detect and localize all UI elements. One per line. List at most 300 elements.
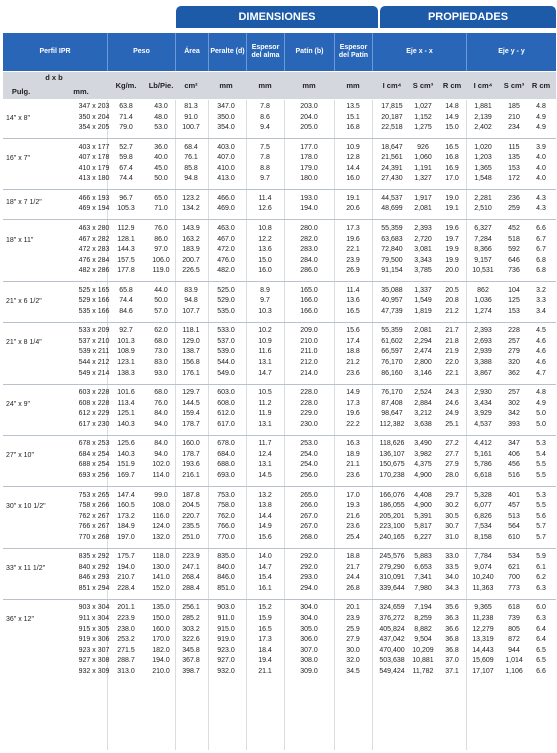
table-cell: 30.5 — [445, 512, 459, 520]
table-cell: 12.2 — [258, 235, 272, 243]
table-cell: 8,158 — [474, 533, 492, 541]
table-cell: 758.0 — [217, 502, 235, 510]
table-cell: 159.4 — [182, 410, 200, 418]
table-cell: 403.0 — [217, 143, 235, 151]
table-cell: 143.9 — [182, 224, 200, 232]
table-cell: 53.0 — [154, 124, 168, 132]
table-cell: 20.1 — [346, 604, 360, 612]
table-cell: 621 — [508, 563, 520, 571]
table-cell: 14.5 — [258, 471, 272, 479]
table-cell: 282.0 — [300, 235, 318, 243]
table-cell: 410.0 — [217, 164, 235, 172]
table-cell: 753.0 — [217, 491, 235, 499]
table-cell: 8,366 — [474, 246, 492, 254]
table-cell: 187.8 — [182, 491, 200, 499]
sub-ix: I cm⁴ — [382, 80, 402, 90]
table-cell: 98,647 — [381, 410, 403, 418]
table-cell: 10,531 — [472, 267, 494, 275]
table-cell: 693.0 — [217, 471, 235, 479]
table-cell: 29.7 — [445, 491, 459, 499]
table-cell: 347.0 — [217, 103, 235, 110]
table-cell: 410 x 179 — [78, 164, 110, 172]
table-cell: 6.3 — [536, 615, 546, 622]
col-area: Área — [175, 33, 208, 71]
table-cell: 253.2 — [117, 636, 135, 644]
table-cell: 201.1 — [117, 604, 135, 612]
table-cell: 10.9 — [258, 337, 272, 345]
table-cell: 27.2 — [445, 440, 459, 448]
table-cell: 16.8 — [346, 124, 360, 132]
table-cell: 2,474 — [414, 348, 432, 356]
table-cell: 178.7 — [182, 450, 200, 458]
table-cell: 194.0 — [117, 563, 135, 571]
table-cell: 618 — [508, 604, 520, 612]
table-cell: 59.8 — [119, 154, 133, 162]
col-eje-x: Eje x - x — [372, 33, 466, 71]
perfil-group-label: 18" x 7 1/2" — [6, 199, 42, 207]
perfil-group-label: 16" x 7" — [6, 155, 31, 163]
group-separator — [3, 219, 556, 220]
table-cell: 4.9 — [536, 113, 546, 121]
perfil-group-label: 24" x 9" — [6, 400, 31, 408]
table-cell: 94.8 — [184, 175, 198, 183]
col-eje-y: Eje y - y — [466, 33, 556, 71]
table-cell: 27.7 — [445, 450, 459, 458]
table-cell: 21.1 — [258, 667, 272, 675]
table-cell: 44.0 — [154, 286, 168, 294]
table-cell: 3,929 — [474, 410, 492, 418]
table-cell: 12.8 — [346, 154, 360, 162]
table-cell: 223.9 — [117, 615, 135, 622]
table-cell: 228.0 — [300, 399, 318, 407]
table-cell: 178.0 — [300, 154, 318, 162]
table-cell: 178.7 — [182, 420, 200, 428]
table-cell: 5,328 — [474, 491, 492, 499]
table-cell: 256.0 — [300, 471, 318, 479]
table-cell: 24.3 — [445, 389, 459, 397]
table-cell: 24.4 — [346, 574, 360, 582]
table-cell: 678 x 253 — [78, 440, 110, 448]
table-cell: 193.0 — [300, 194, 318, 202]
table-cell: 36.6 — [445, 625, 459, 633]
table-cell: 846 x 293 — [78, 574, 110, 582]
perfil-group-label: 21" x 6 1/2" — [6, 298, 42, 306]
table-cell: 86.0 — [154, 235, 168, 243]
table-cell: 170.0 — [152, 636, 170, 644]
table-cell: 160.0 — [152, 625, 170, 633]
table-cell: 927.0 — [217, 657, 235, 665]
table-cell: 4,537 — [474, 420, 492, 428]
table-cell: 72,840 — [381, 246, 403, 254]
table-cell: 306.0 — [300, 636, 318, 644]
table-cell: 21.9 — [445, 348, 459, 356]
table-cell: 564 — [508, 523, 520, 531]
table-cell: 18.4 — [258, 646, 272, 654]
table-cell: 9,074 — [474, 563, 492, 571]
table-cell: 7,534 — [474, 523, 492, 531]
table-cell: 25.1 — [445, 420, 459, 428]
table-cell: 2,720 — [414, 235, 432, 243]
table-cell: 210.7 — [117, 574, 135, 582]
table-cell: 16.5 — [258, 625, 272, 633]
table-cell: 2,402 — [474, 124, 492, 132]
table-cell: 13.8 — [258, 502, 272, 510]
table-cell: 179.0 — [300, 164, 318, 172]
table-cell: 63,683 — [381, 235, 403, 243]
table-cell: 81.3 — [184, 103, 198, 110]
table-cell: 228 — [508, 327, 520, 335]
table-cell: 539.0 — [217, 348, 235, 356]
table-cell: 3.4 — [536, 307, 546, 315]
table-cell: 15.0 — [258, 256, 272, 264]
table-cell: 230.0 — [300, 420, 318, 428]
table-cell: 9,504 — [414, 636, 432, 644]
table-cell: 100.7 — [182, 124, 200, 132]
perfil-group-label: 27" x 10" — [6, 451, 34, 459]
table-cell: 16.1 — [258, 584, 272, 592]
table-cell: 14.7 — [258, 563, 272, 571]
table-cell: 14.4 — [258, 512, 272, 520]
table-cell: 10,881 — [412, 657, 434, 665]
table-cell: 1,548 — [474, 175, 492, 183]
table-cell: 10.8 — [258, 224, 272, 232]
table-cell: 92.7 — [119, 327, 133, 335]
table-cell: 8,882 — [414, 625, 432, 633]
table-cell: 129.7 — [182, 389, 200, 397]
table-cell: 3.3 — [536, 297, 546, 305]
sub-iy: I cm⁴ — [473, 80, 493, 90]
table-cell: 684.0 — [217, 450, 235, 458]
table-cell: 456 — [508, 461, 520, 469]
table-cell: 2,930 — [474, 389, 492, 397]
table-cell: 240,165 — [379, 533, 405, 541]
table-cell: 4,412 — [474, 440, 492, 448]
table-cell: 2,939 — [474, 348, 492, 356]
table-cell: 74.4 — [119, 175, 133, 183]
table-cell: 45.0 — [154, 164, 168, 172]
table-cell: 6.1 — [536, 563, 546, 571]
table-cell: 4.0 — [536, 164, 546, 172]
table-cell: 6,618 — [474, 471, 492, 479]
table-cell: 6.4 — [536, 625, 546, 633]
table-cell: 16.9 — [445, 164, 459, 172]
table-cell: 6,227 — [414, 533, 432, 541]
table-cell: 17,815 — [381, 103, 403, 110]
table-cell: 322.6 — [182, 636, 200, 644]
column-divider — [284, 100, 285, 750]
table-cell: 407 x 178 — [78, 154, 110, 162]
dimensiones-header: DIMENSIONES — [176, 6, 378, 28]
table-cell: 14.0 — [258, 553, 272, 561]
table-cell: 3,434 — [474, 399, 492, 407]
table-cell: 129.0 — [182, 337, 200, 345]
table-cell: 10.2 — [258, 327, 272, 335]
table-cell: 18.9 — [346, 450, 360, 458]
table-cell: 307.0 — [300, 646, 318, 654]
table-cell: 303.2 — [182, 625, 200, 633]
table-cell: 166.0 — [300, 297, 318, 305]
table-cell: 144.3 — [117, 246, 135, 254]
table-cell: 1,191 — [414, 164, 432, 172]
table-cell: 4.6 — [536, 348, 546, 356]
table-cell: 268.4 — [182, 574, 200, 582]
table-cell: 3,212 — [414, 410, 432, 418]
table-cell: 123.2 — [182, 194, 200, 202]
table-cell: 84.0 — [154, 410, 168, 418]
table-cell: 65.0 — [154, 194, 168, 202]
sub-sx: S cm³ — [412, 80, 434, 90]
table-cell: 22,518 — [381, 124, 403, 132]
table-cell: 608 x 228 — [78, 399, 110, 407]
table-cell: 104 — [508, 286, 520, 294]
table-cell: 1,027 — [414, 103, 432, 110]
table-cell: 1,060 — [414, 154, 432, 162]
table-cell: 21.8 — [445, 337, 459, 345]
table-cell: 13.2 — [258, 491, 272, 499]
table-cell: 94.8 — [184, 297, 198, 305]
table-cell: 235.5 — [182, 523, 200, 531]
table-cell: 305.0 — [300, 625, 318, 633]
table-cell: 138.3 — [117, 369, 135, 377]
table-cell: 118.1 — [182, 327, 200, 335]
table-cell: 457 — [508, 502, 520, 510]
table-cell: 3,388 — [474, 359, 492, 366]
table-cell: 313.0 — [117, 667, 135, 675]
table-cell: 115 — [508, 143, 520, 151]
table-cell: 94.0 — [154, 450, 168, 458]
table-cell: 14,443 — [472, 646, 494, 654]
table-cell: 271.5 — [117, 646, 135, 654]
table-cell: 762.0 — [217, 512, 235, 520]
table-cell: 362 — [508, 369, 520, 377]
col-peso: Peso — [107, 33, 175, 71]
table-cell: 2,393 — [414, 224, 432, 232]
table-cell: 33.5 — [445, 563, 459, 571]
table-cell: 347 x 203 — [78, 103, 110, 110]
table-cell: 472 x 283 — [78, 246, 110, 254]
table-cell: 5,817 — [414, 523, 432, 531]
table-cell: 96.7 — [119, 194, 133, 202]
table-cell: 128.1 — [117, 235, 135, 243]
table-cell: 6.7 — [536, 235, 546, 243]
table-cell: 476.0 — [217, 256, 235, 264]
table-cell: 5,161 — [474, 450, 492, 458]
table-cell: 183.9 — [182, 246, 200, 254]
table-cell: 20,187 — [381, 113, 403, 121]
table-cell: 4.7 — [536, 369, 546, 377]
table-cell: 15,609 — [472, 657, 494, 665]
table-cell: 7,980 — [414, 584, 432, 592]
table-cell: 1,549 — [414, 297, 432, 305]
table-cell: 101.3 — [117, 337, 135, 345]
table-cell: 112.9 — [117, 224, 135, 232]
table-cell: 19.1 — [346, 194, 360, 202]
table-cell: 286.0 — [300, 267, 318, 275]
table-cell: 116.0 — [152, 512, 170, 520]
table-cell: 40,957 — [381, 297, 403, 305]
table-cell: 257 — [508, 389, 520, 397]
group-separator — [3, 486, 556, 487]
table-cell: 85.8 — [184, 164, 198, 172]
table-cell: 113.4 — [117, 399, 135, 407]
table-cell: 469.0 — [217, 205, 235, 213]
table-cell: 107.7 — [182, 307, 200, 315]
perfil-group-label: 14" x 8" — [6, 114, 31, 122]
table-cell: 138.7 — [182, 348, 200, 356]
table-cell: 176.1 — [182, 369, 200, 377]
table-cell: 17,107 — [472, 667, 494, 675]
perfil-group-label: 18" x 11" — [6, 236, 34, 244]
table-cell: 105.3 — [117, 205, 135, 213]
table-cell: 476 x 284 — [78, 256, 110, 264]
table-cell: 7,194 — [414, 604, 432, 612]
table-cell: 200.7 — [182, 256, 200, 264]
table-cell: 516 — [508, 471, 520, 479]
sub-lbpie: Lb/Pie. — [148, 80, 174, 90]
table-cell: 3,982 — [414, 450, 432, 458]
table-cell: 147.4 — [117, 491, 135, 499]
perfil-group-label: 21" x 8 1/4" — [6, 338, 42, 346]
table-cell: 19.3 — [346, 502, 360, 510]
table-cell: 36.8 — [445, 636, 459, 644]
table-cell: 17.3 — [346, 399, 360, 407]
table-cell: 279,290 — [379, 563, 405, 571]
table-cell: 166.0 — [300, 307, 318, 315]
table-cell: 30.7 — [445, 523, 459, 531]
table-cell: 835 x 292 — [78, 553, 110, 561]
table-cell: 16.8 — [445, 154, 459, 162]
table-cell: 47,739 — [381, 307, 403, 315]
table-cell: 525.0 — [217, 286, 235, 294]
table-cell: 91.0 — [184, 113, 198, 121]
table-cell: 84.0 — [154, 440, 168, 448]
table-cell: 354.0 — [217, 124, 235, 132]
table-cell: 1,152 — [414, 113, 432, 121]
table-cell: 245,576 — [379, 553, 405, 561]
table-cell: 106.0 — [152, 256, 170, 264]
table-cell: 6.8 — [536, 267, 546, 275]
table-cell: 513 — [508, 512, 520, 520]
table-cell: 24.9 — [445, 410, 459, 418]
table-cell: 173.2 — [117, 512, 135, 520]
table-cell: 5.0 — [536, 420, 546, 428]
table-cell: 9.7 — [260, 297, 270, 305]
sub-mm: mm. — [73, 87, 89, 96]
table-cell: 2,393 — [474, 327, 492, 335]
table-cell: 48,699 — [381, 205, 403, 213]
table-cell: 204.0 — [300, 113, 318, 121]
table-cell: 9,365 — [474, 604, 492, 612]
table-cell: 210.0 — [152, 667, 170, 675]
table-cell: 11,363 — [472, 584, 494, 592]
table-cell: 2,524 — [414, 389, 432, 397]
table-cell: 292.0 — [300, 563, 318, 571]
perfil-group-label: 33" x 11 1/2" — [6, 564, 46, 572]
table-cell: 320 — [508, 359, 520, 366]
table-cell: 17.0 — [445, 175, 459, 183]
table-cell: 1,337 — [414, 286, 432, 294]
table-cell: 197.0 — [117, 533, 135, 541]
table-cell: 2,510 — [474, 205, 492, 213]
table-cell: 6.5 — [536, 657, 546, 665]
table-cell: 23.9 — [346, 615, 360, 622]
table-cell: 469 x 194 — [78, 205, 110, 213]
table-cell: 157.5 — [117, 256, 135, 264]
table-cell: 21.7 — [346, 563, 360, 571]
table-cell: 5.6 — [536, 512, 546, 520]
table-cell: 24.6 — [445, 399, 459, 407]
table-cell: 36.3 — [445, 615, 459, 622]
table-cell: 4.8 — [536, 103, 546, 110]
table-cell: 533.0 — [217, 327, 235, 335]
table-cell: 30.2 — [445, 502, 459, 510]
table-cell: 5.7 — [536, 523, 546, 531]
table-cell: 124.0 — [152, 523, 170, 531]
table-cell: 2,800 — [414, 359, 432, 366]
table-cell: 367.8 — [182, 657, 200, 665]
table-cell: 5,883 — [414, 553, 432, 561]
table-cell: 166,076 — [379, 491, 405, 499]
table-cell: 34.5 — [346, 667, 360, 675]
table-cell: 350.0 — [217, 113, 235, 121]
table-cell: 13.1 — [258, 359, 272, 366]
table-cell: 79.0 — [119, 124, 133, 132]
table-cell: 688.0 — [217, 461, 235, 469]
table-cell: 32.0 — [346, 657, 360, 665]
table-cell: 5.3 — [536, 491, 546, 499]
table-cell: 15.4 — [258, 574, 272, 582]
table-cell: 19.9 — [445, 246, 459, 254]
table-cell: 549.0 — [217, 369, 235, 377]
table-cell: 401 — [508, 491, 520, 499]
table-cell: 3,785 — [414, 267, 432, 275]
table-cell: 753 x 265 — [78, 491, 110, 499]
table-cell: 1,020 — [474, 143, 492, 151]
table-cell: 10.5 — [258, 389, 272, 397]
table-cell: 16.0 — [346, 175, 360, 183]
table-cell: 8.8 — [260, 164, 270, 172]
table-cell: 7.8 — [260, 154, 270, 162]
table-cell: 83.0 — [154, 359, 168, 366]
table-cell: 5.7 — [536, 533, 546, 541]
table-cell: 21,561 — [381, 154, 403, 162]
table-cell: 52.7 — [119, 143, 133, 151]
table-cell: 19.1 — [445, 205, 459, 213]
table-cell: 267.0 — [300, 523, 318, 531]
table-cell: 163.2 — [182, 235, 200, 243]
table-cell: 14.4 — [346, 164, 360, 172]
table-cell: 210 — [508, 113, 520, 121]
table-cell: 549 x 214 — [78, 369, 110, 377]
table-cell: 2,081 — [414, 205, 432, 213]
table-cell: 525 x 165 — [78, 286, 110, 294]
table-cell: 4.8 — [536, 389, 546, 397]
table-cell: 5.4 — [536, 450, 546, 458]
table-cell: 68.4 — [184, 143, 198, 151]
table-cell: 14.8 — [445, 103, 459, 110]
table-cell: 739 — [508, 615, 520, 622]
table-cell: 256.1 — [182, 604, 200, 612]
table-cell: 403 x 177 — [78, 143, 110, 151]
table-cell: 26.8 — [346, 584, 360, 592]
table-cell: 27.9 — [346, 636, 360, 644]
table-cell: 19.6 — [346, 410, 360, 418]
table-cell: 2,081 — [414, 327, 432, 335]
table-cell: 170,238 — [379, 471, 405, 479]
table-cell: 688 x 254 — [78, 461, 110, 469]
table-cell: 212.0 — [300, 359, 318, 366]
table-cell: 2,281 — [474, 194, 492, 202]
